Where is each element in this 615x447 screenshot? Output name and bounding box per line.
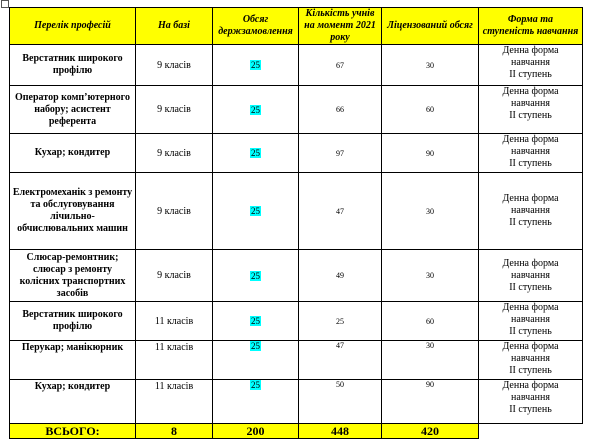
- total-licensed: 420: [382, 424, 479, 439]
- base-cell: 9 класів: [136, 173, 213, 250]
- form-line: Денна форма: [502, 45, 559, 56]
- base-cell: 9 класів: [136, 134, 213, 173]
- form-line: навчання: [511, 205, 550, 216]
- total-order: 200: [213, 424, 299, 439]
- students-cell: 25: [299, 302, 382, 341]
- professions-table: [9, 7, 583, 439]
- form-line: навчання: [511, 57, 550, 68]
- form-line: ІІ ступень: [509, 365, 552, 376]
- licensed-cell: 30: [382, 45, 479, 86]
- form-line: навчання: [511, 146, 550, 157]
- form-line: ІІ ступень: [509, 217, 552, 228]
- profession-name: Верстатник широкого профілю: [10, 302, 136, 341]
- students-cell: 47: [299, 341, 382, 380]
- profession-name: Слюсар-ремонтник; слюсар з ремонту колісних транспортних засобів: [10, 250, 136, 302]
- profession-name: Верстатник широкого профілю: [10, 45, 136, 86]
- order-cell: [213, 302, 299, 341]
- students-cell: 47: [299, 173, 382, 250]
- order-value: 25: [251, 270, 260, 281]
- form-line: Денна форма: [502, 380, 559, 391]
- total-row: [10, 424, 583, 439]
- order-cell: [213, 341, 299, 380]
- form-line: навчання: [511, 353, 550, 364]
- form-line: ІІ ступень: [509, 281, 552, 293]
- base-cell: 9 класів: [136, 86, 213, 134]
- header-licensed: Ліцензований обсяг: [382, 8, 479, 45]
- licensed-cell: 30: [382, 250, 479, 302]
- base-cell: 11 класів: [136, 302, 213, 341]
- table-row: [10, 134, 583, 173]
- base-cell: 9 класів: [136, 45, 213, 86]
- profession-name: Оператор комп’ютерного набору; асистент референта: [10, 86, 136, 134]
- table-row: [10, 173, 583, 250]
- order-value: 25: [251, 148, 260, 158]
- header-form: Форма та ступеність навчання: [479, 8, 583, 45]
- form-cell: [479, 380, 583, 424]
- table-row: [10, 341, 583, 380]
- order-value: 25: [251, 206, 260, 216]
- form-line: Денна форма: [502, 302, 559, 313]
- form-line: Денна форма: [502, 257, 559, 269]
- table-row: [10, 250, 583, 302]
- order-cell: [213, 380, 299, 424]
- licensed-cell: 30: [382, 173, 479, 250]
- order-cell: [213, 250, 299, 302]
- order-value: 25: [251, 104, 260, 115]
- form-line: ІІ ступень: [509, 69, 552, 80]
- form-cell: [479, 341, 583, 380]
- total-blank: [479, 424, 583, 439]
- profession-name: Електромеханік з ремонту та обслуговування лічильно-обчислювальних машин: [10, 173, 136, 250]
- profession-name: Перукар; манікюрник: [10, 341, 136, 380]
- table-row: [10, 302, 583, 341]
- order-value: 25: [251, 316, 260, 326]
- form-line: Денна форма: [502, 341, 559, 352]
- document-corner-mark: [1, 0, 9, 8]
- form-line: навчання: [511, 314, 550, 325]
- order-value: 25: [251, 341, 260, 351]
- order-cell: [213, 86, 299, 134]
- form-line: Денна форма: [502, 193, 559, 204]
- students-cell: 97: [299, 134, 382, 173]
- form-cell: [479, 134, 583, 173]
- licensed-cell: 60: [382, 302, 479, 341]
- base-cell: 9 класів: [136, 250, 213, 302]
- form-line: Денна форма: [502, 86, 559, 97]
- total-students: 448: [299, 424, 382, 439]
- order-value: 25: [251, 60, 260, 70]
- students-cell: 66: [299, 86, 382, 134]
- form-cell: [479, 250, 583, 302]
- form-cell: [479, 45, 583, 86]
- header-profession: Перелік професій: [10, 8, 136, 45]
- order-value: 25: [251, 380, 260, 390]
- students-cell: 49: [299, 250, 382, 302]
- licensed-cell: 30: [382, 341, 479, 380]
- header-base: На базі: [136, 8, 213, 45]
- form-line: ІІ ступень: [509, 326, 552, 337]
- profession-name: Кухар; кондитер: [10, 380, 136, 424]
- form-line: ІІ ступень: [509, 404, 552, 415]
- form-cell: [479, 86, 583, 134]
- profession-name: Кухар; кондитер: [10, 134, 136, 173]
- table-row: [10, 86, 583, 134]
- order-cell: [213, 45, 299, 86]
- order-cell: [213, 134, 299, 173]
- base-cell: 11 класів: [136, 341, 213, 380]
- base-cell: 11 класів: [136, 380, 213, 424]
- licensed-cell: 90: [382, 380, 479, 424]
- form-cell: [479, 302, 583, 341]
- total-label: ВСЬОГО:: [10, 424, 136, 439]
- form-line: навчання: [511, 392, 550, 403]
- table-row: [10, 380, 583, 424]
- licensed-cell: 60: [382, 86, 479, 134]
- form-line: Денна форма: [502, 134, 559, 145]
- form-line: навчання: [511, 98, 550, 109]
- form-line: навчання: [511, 269, 550, 281]
- form-line: ІІ ступень: [509, 110, 552, 121]
- order-cell: [213, 173, 299, 250]
- licensed-cell: 90: [382, 134, 479, 173]
- total-base: 8: [136, 424, 213, 439]
- form-line: ІІ ступень: [509, 158, 552, 169]
- table-header-row: [10, 8, 583, 45]
- header-students: Кількість учнів на момент 2021 року: [299, 8, 382, 45]
- students-cell: 67: [299, 45, 382, 86]
- students-cell: 50: [299, 380, 382, 424]
- header-order: Обсяг держзамовлення: [213, 8, 299, 45]
- form-cell: [479, 173, 583, 250]
- table-row: [10, 45, 583, 86]
